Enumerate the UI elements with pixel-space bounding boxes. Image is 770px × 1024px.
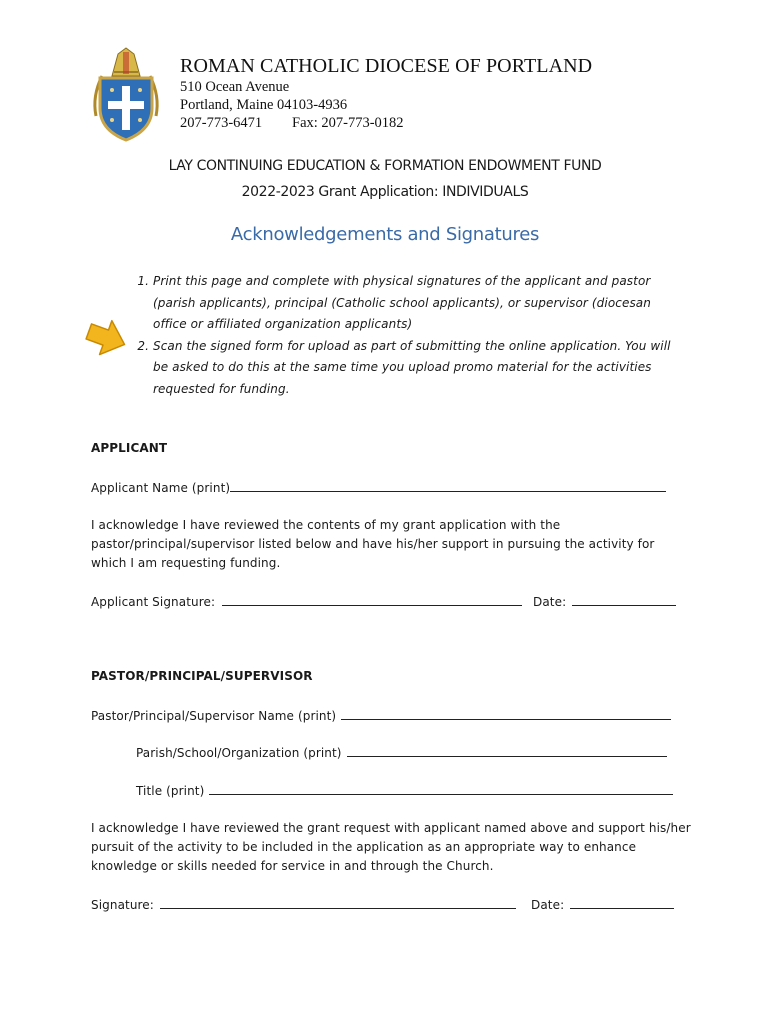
instructions-list <box>118 271 688 400</box>
pastor-name-label: Pastor/Principal/Supervisor Name (print) <box>91 709 337 723</box>
phone-number: 207-773-6471 <box>180 115 263 131</box>
pastor-date-label: Date: <box>531 898 565 912</box>
applicant-date-row <box>533 593 676 609</box>
title-row <box>136 782 673 798</box>
pastor-statement: I acknowledge I have reviewed the grant request with applicant named above and support his/her pursuit of the activity to be included in the application as an appropriate way to enhance knowledge or skills needed for service in and through the Church. <box>91 821 691 873</box>
pastor-heading: PASTOR/PRINCIPAL/SUPERVISOR <box>91 669 313 683</box>
pastor-signature-field[interactable] <box>160 896 516 909</box>
organization-row <box>136 744 667 760</box>
applicant-heading: APPLICANT <box>91 441 168 455</box>
organization-field[interactable] <box>347 744 667 757</box>
title-field[interactable] <box>209 782 673 795</box>
applicant-statement: I acknowledge I have reviewed the contents of my grant application with the pastor/principal/supervisor listed below and have his/her support in pursuing the activity for which I am requesting funding. <box>91 518 655 570</box>
title-label: Title (print) <box>136 784 205 798</box>
fax-number: Fax: 207-773-0182 <box>292 115 404 131</box>
application-title: 2022-2023 Grant Application: INDIVIDUALS <box>241 184 529 200</box>
applicant-name-field[interactable] <box>230 479 666 492</box>
section-heading: Acknowledgements and Signatures <box>230 224 540 245</box>
pastor-signature-row <box>91 896 516 912</box>
org-name: ROMAN CATHOLIC DIOCESE OF PORTLAND <box>180 55 593 77</box>
organization-label: Parish/School/Organization (print) <box>136 746 342 760</box>
applicant-date-label: Date: <box>533 595 567 609</box>
pastor-date-field[interactable] <box>570 896 674 909</box>
applicant-name-label: Applicant Name (print) <box>91 481 231 495</box>
applicant-signature-label: Applicant Signature: <box>91 595 216 609</box>
address-line-2: Portland, Maine 04103-4936 <box>180 97 348 113</box>
pastor-signature-label: Signature: <box>91 898 154 912</box>
fund-title: LAY CONTINUING EDUCATION & FORMATION ENDOWMENT FUND <box>168 158 602 174</box>
applicant-date-field[interactable] <box>572 593 676 606</box>
address-line-1: 510 Ocean Avenue <box>180 79 290 95</box>
diocese-coat-of-arms-icon <box>88 46 164 142</box>
pastor-date-row <box>531 896 674 912</box>
instruction-item: 1. Print this page and complete with physical signatures of the applicant and pastor (parish applicants), principal (Catholic school applicants), or supervisor (diocesan office or affiliated organization applicants) <box>153 271 688 336</box>
pastor-name-field[interactable] <box>341 707 671 720</box>
applicant-name-row <box>91 479 666 495</box>
instruction-item: 2. Scan the signed form for upload as part of submitting the online application. You will be asked to do this at the same time you upload promo material for the activities requested for funding. <box>153 336 688 401</box>
applicant-signature-row <box>91 593 522 609</box>
applicant-signature-field[interactable] <box>222 593 522 606</box>
pastor-name-row <box>91 707 671 723</box>
